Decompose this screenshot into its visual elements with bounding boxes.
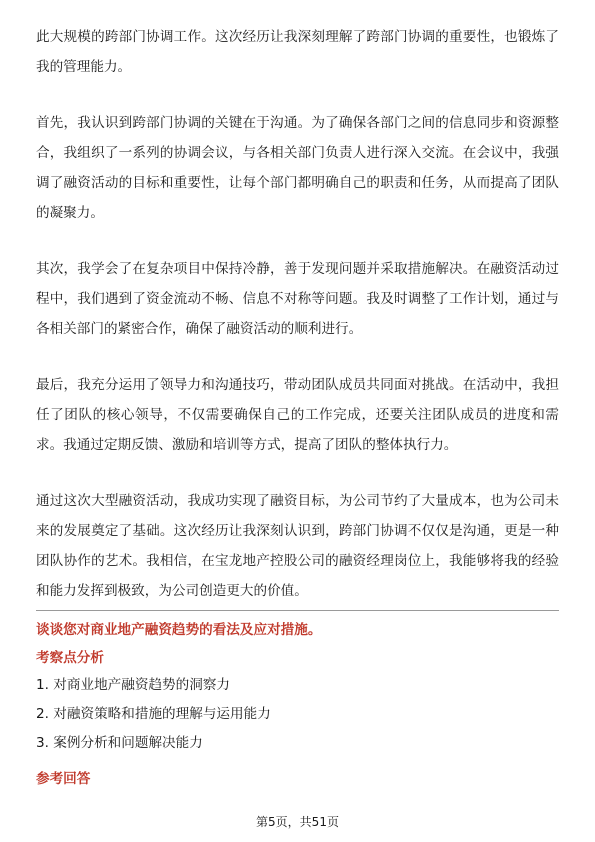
interview-question: 谈谈您对商业地产融资趋势的看法及应对措施。 xyxy=(36,622,322,638)
page-number-footer: 第5页，共51页 xyxy=(256,815,339,829)
reference-answer-heading: 参考回答 xyxy=(36,771,91,787)
body-paragraph-2: 首先，我认识到跨部门协调的关键在于沟通。为了确保各部门之间的信息同步和资源整合，我组织了一系列的协调会议，与各相关部门负责人进行深入交流。在会议中，我强调了融资活动的目标和重要性，让每个部门都明确自己的职责和任务，从而提高了团队的凝聚力。 xyxy=(36,115,559,221)
body-paragraph-3: 其次，我学会了在复杂项目中保持冷静，善于发现问题并采取措施解决。在融资活动过程中，我们遇到了资金流动不畅、信息不对称等问题。我及时调整了工作计划，通过与各相关部门的紧密合作，确保了融资活动的顺利进行。 xyxy=(36,261,559,337)
analysis-point: 1. 对商业地产融资趋势的洞察力 xyxy=(36,677,231,693)
analysis-point-list xyxy=(36,671,559,758)
analysis-point: 3. 案例分析和问题解决能力 xyxy=(36,735,203,751)
analysis-point: 2. 对融资策略和措施的理解与运用能力 xyxy=(36,706,271,722)
page-content xyxy=(36,22,559,792)
analysis-heading: 考察点分析 xyxy=(36,650,104,666)
body-paragraph-5: 通过这次大型融资活动，我成功实现了融资目标，为公司节约了大量成本，也为公司未来的发展奠定了基础。这次经历让我深刻认识到，跨部门协调不仅仅是沟通，更是一种团队协作的艺术。我相信，在宝龙地产控股公司的融资经理岗位上，我能够将我的经验和能力发挥到极致，为公司创造更大的价值。 xyxy=(36,493,559,599)
section-divider xyxy=(36,610,559,611)
body-paragraph-4: 最后，我充分运用了领导力和沟通技巧，带动团队成员共同面对挑战。在活动中，我担任了团队的核心领导，不仅需要确保自己的工作完成，还要关注团队成员的进度和需求。我通过定期反馈、激励和培训等方式，提高了团队的整体执行力。 xyxy=(36,377,559,453)
body-paragraph-1: 此大规模的跨部门协调工作。这次经历让我深刻理解了跨部门协调的重要性，也锻炼了我的管理能力。 xyxy=(36,29,559,75)
